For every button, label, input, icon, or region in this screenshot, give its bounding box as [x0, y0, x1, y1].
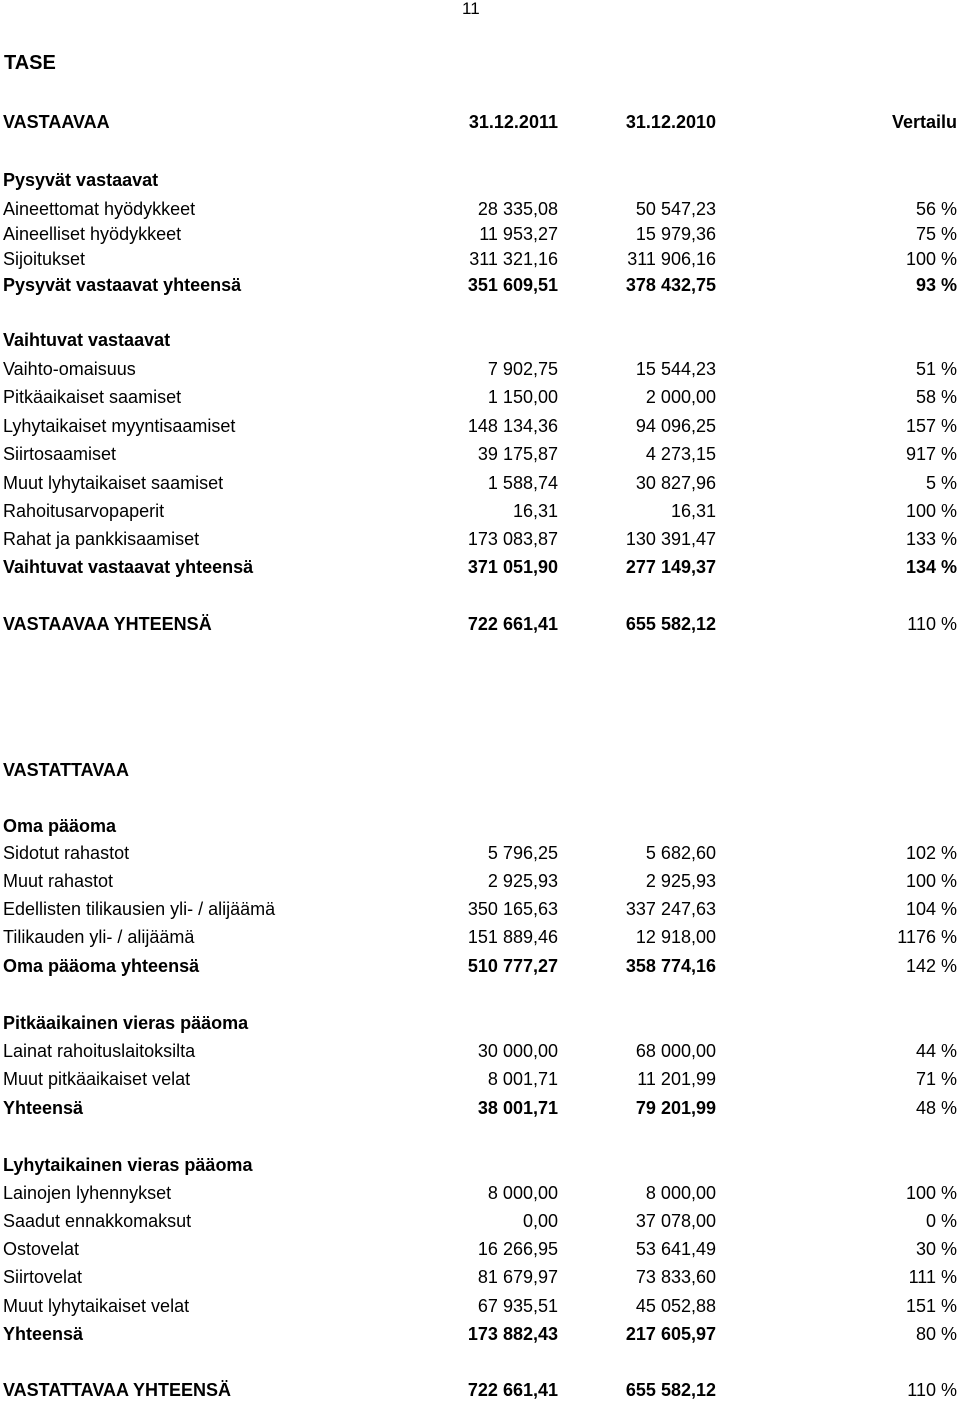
value-2010: 277 149,37 [625, 557, 716, 577]
row-label: Lyhytaikaiset myyntisaamiset [3, 416, 236, 436]
grand-total-row [0, 1378, 960, 1402]
value-2011: 371 051,90 [467, 557, 558, 577]
table-row [0, 247, 960, 271]
comparison-value: 142 % [905, 956, 957, 976]
column-header-2011: 31.12.2011 [468, 112, 558, 132]
total-row [0, 1322, 960, 1346]
value-2010: 11 201,99 [637, 1069, 716, 1089]
value-2010: 655 582,12 [625, 1380, 716, 1400]
table-row [0, 1237, 960, 1261]
value-2011: 350 165,63 [467, 899, 558, 919]
row-label: Vaihto-omaisuus [3, 359, 136, 379]
value-2011: 1 588,74 [487, 473, 558, 493]
row-label: Rahat ja pankkisaamiset [3, 529, 200, 549]
comparison-value: 111 % [908, 1267, 957, 1287]
value-2010: 655 582,12 [625, 614, 716, 634]
row-label: Lainat rahoituslaitoksilta [3, 1041, 196, 1061]
table-row [0, 527, 960, 551]
value-2011: 722 661,41 [467, 1380, 558, 1400]
group-heading [0, 814, 960, 838]
value-2010: 5 682,60 [645, 843, 716, 863]
group-heading [0, 168, 960, 192]
value-2011: 148 134,36 [467, 416, 558, 436]
value-2011: 81 679,97 [477, 1267, 558, 1287]
value-2011: 722 661,41 [467, 614, 558, 634]
table-row [0, 925, 960, 949]
value-2011: 0,00 [522, 1211, 558, 1231]
row-label: Oma pääoma yhteensä [3, 956, 200, 976]
comparison-value: 58 % [915, 387, 957, 407]
value-2010: 53 641,49 [635, 1239, 716, 1259]
value-2011: 11 953,27 [479, 224, 558, 244]
value-2010: 2 000,00 [645, 387, 716, 407]
value-2010: 30 827,96 [635, 473, 716, 493]
table-row [0, 442, 960, 466]
value-2011: 8 001,71 [487, 1069, 558, 1089]
value-2011: 8 000,00 [487, 1183, 558, 1203]
row-label: Ostovelat [3, 1239, 80, 1259]
table-row [0, 869, 960, 893]
value-2010: 94 096,25 [635, 416, 716, 436]
value-2010: 358 774,16 [625, 956, 716, 976]
row-label: Siirtovelat [3, 1267, 83, 1287]
table-row [0, 385, 960, 409]
comparison-value: 30 % [915, 1239, 957, 1259]
value-2010: 73 833,60 [635, 1267, 716, 1287]
value-2010: 311 906,16 [627, 249, 716, 269]
comparison-value: 56 % [915, 199, 957, 219]
row-label: Aineettomat hyödykkeet [3, 199, 196, 219]
row-label: Siirtosaamiset [3, 444, 117, 464]
grand-total-row [0, 612, 960, 636]
group-heading-label: Lyhytaikainen vieras pääoma [3, 1155, 253, 1175]
value-2011: 311 321,16 [469, 249, 558, 269]
value-2010: 2 925,93 [645, 871, 716, 891]
row-label: VASTAAVAA YHTEENSÄ [3, 614, 212, 634]
table-row [0, 1039, 960, 1063]
row-label: Muut lyhytaikaiset saamiset [3, 473, 224, 493]
row-label: Saadut ennakkomaksut [3, 1211, 192, 1231]
value-2010: 130 391,47 [625, 529, 716, 549]
comparison-value: 1176 % [897, 927, 957, 947]
comparison-value: 93 % [915, 275, 957, 295]
row-label: Rahoitusarvopaperit [3, 501, 165, 521]
value-2011: 173 882,43 [467, 1324, 558, 1344]
value-2010: 15 979,36 [635, 224, 716, 244]
value-2010: 37 078,00 [635, 1211, 716, 1231]
table-row [0, 471, 960, 495]
value-2011: 1 150,00 [487, 387, 558, 407]
comparison-value: 917 % [905, 444, 957, 464]
value-2010: 378 432,75 [625, 275, 716, 295]
total-row [0, 273, 960, 297]
document-title: TASE [4, 52, 56, 74]
value-2010: 16,31 [670, 501, 716, 521]
row-label: Yhteensä [3, 1324, 84, 1344]
comparison-value: 71 % [915, 1069, 957, 1089]
value-2011: 38 001,71 [477, 1098, 558, 1118]
value-2011: 30 000,00 [477, 1041, 558, 1061]
table-row [0, 1265, 960, 1289]
row-label: Vaihtuvat vastaavat yhteensä [3, 557, 254, 577]
section-heading-label: VASTATTAVAA [3, 760, 129, 780]
row-label: Muut pitkäaikaiset velat [3, 1069, 191, 1089]
table-row [0, 499, 960, 523]
table-header-row [0, 110, 960, 134]
table-row [0, 1294, 960, 1318]
group-heading [0, 328, 960, 352]
total-row [0, 1096, 960, 1120]
page-number: 11 [462, 0, 480, 18]
comparison-value: 102 % [905, 843, 957, 863]
section-heading-vastaavaa: VASTAAVAA [3, 112, 110, 132]
group-heading-label: Pitkäaikainen vieras pääoma [3, 1013, 249, 1033]
comparison-value: 100 % [905, 1183, 957, 1203]
comparison-value: 0 % [925, 1211, 957, 1231]
value-2011: 351 609,51 [467, 275, 558, 295]
group-heading-label: Oma pääoma [3, 816, 117, 836]
value-2011: 67 935,51 [477, 1296, 558, 1316]
table-row [0, 357, 960, 381]
group-heading-label: Pysyvät vastaavat [3, 170, 159, 190]
comparison-value: 151 % [905, 1296, 957, 1316]
value-2010: 15 544,23 [635, 359, 716, 379]
table-row [0, 897, 960, 921]
value-2010: 68 000,00 [635, 1041, 716, 1061]
row-label: Sidotut rahastot [3, 843, 130, 863]
total-row [0, 954, 960, 978]
group-heading [0, 1153, 960, 1177]
total-row [0, 555, 960, 579]
value-2010: 79 201,99 [635, 1098, 716, 1118]
row-label: Muut rahastot [3, 871, 114, 891]
comparison-value: 80 % [915, 1324, 957, 1344]
value-2011: 2 925,93 [487, 871, 558, 891]
comparison-value: 100 % [905, 871, 957, 891]
row-label: Edellisten tilikausien yli- / alijäämä [3, 899, 276, 919]
comparison-value: 133 % [905, 529, 957, 549]
section-heading-vastattavaa [0, 758, 960, 782]
comparison-value: 100 % [905, 501, 957, 521]
row-label: Tilikauden yli- / alijäämä [3, 927, 195, 947]
table-row [0, 841, 960, 865]
value-2011: 5 796,25 [487, 843, 558, 863]
table-row [0, 1067, 960, 1091]
comparison-value: 110 % [907, 614, 957, 634]
comparison-value: 44 % [915, 1041, 957, 1061]
table-row [0, 1209, 960, 1233]
row-label: Sijoitukset [3, 249, 86, 269]
value-2011: 173 083,87 [467, 529, 558, 549]
row-label: Yhteensä [3, 1098, 84, 1118]
value-2011: 7 902,75 [487, 359, 558, 379]
table-row [0, 414, 960, 438]
value-2010: 12 918,00 [635, 927, 716, 947]
column-header-2010: 31.12.2010 [625, 112, 716, 132]
value-2011: 151 889,46 [467, 927, 558, 947]
value-2010: 50 547,23 [635, 199, 716, 219]
value-2010: 45 052,88 [635, 1296, 716, 1316]
value-2010: 4 273,15 [645, 444, 716, 464]
row-label: Pysyvät vastaavat yhteensä [3, 275, 242, 295]
table-row [0, 222, 960, 246]
row-label: VASTATTAVAA YHTEENSÄ [3, 1380, 232, 1400]
value-2010: 337 247,63 [625, 899, 716, 919]
value-2010: 217 605,97 [625, 1324, 716, 1344]
table-row [0, 1181, 960, 1205]
column-header-comparison: Vertailu [891, 112, 957, 132]
value-2010: 8 000,00 [645, 1183, 716, 1203]
table-row [0, 197, 960, 221]
comparison-value: 104 % [905, 899, 957, 919]
comparison-value: 51 % [915, 359, 957, 379]
value-2011: 28 335,08 [477, 199, 558, 219]
row-label: Muut lyhytaikaiset velat [3, 1296, 190, 1316]
comparison-value: 134 % [905, 557, 957, 577]
value-2011: 16 266,95 [477, 1239, 558, 1259]
group-heading-label: Vaihtuvat vastaavat [3, 330, 171, 350]
row-label: Pitkäaikaiset saamiset [3, 387, 182, 407]
comparison-value: 157 % [905, 416, 957, 436]
comparison-value: 110 % [907, 1380, 957, 1400]
comparison-value: 75 % [915, 224, 957, 244]
row-label: Aineelliset hyödykkeet [3, 224, 182, 244]
value-2011: 16,31 [512, 501, 558, 521]
value-2011: 39 175,87 [477, 444, 558, 464]
comparison-value: 5 % [925, 473, 957, 493]
comparison-value: 100 % [905, 249, 957, 269]
row-label: Lainojen lyhennykset [3, 1183, 172, 1203]
value-2011: 510 777,27 [467, 956, 558, 976]
comparison-value: 48 % [915, 1098, 957, 1118]
group-heading [0, 1011, 960, 1035]
